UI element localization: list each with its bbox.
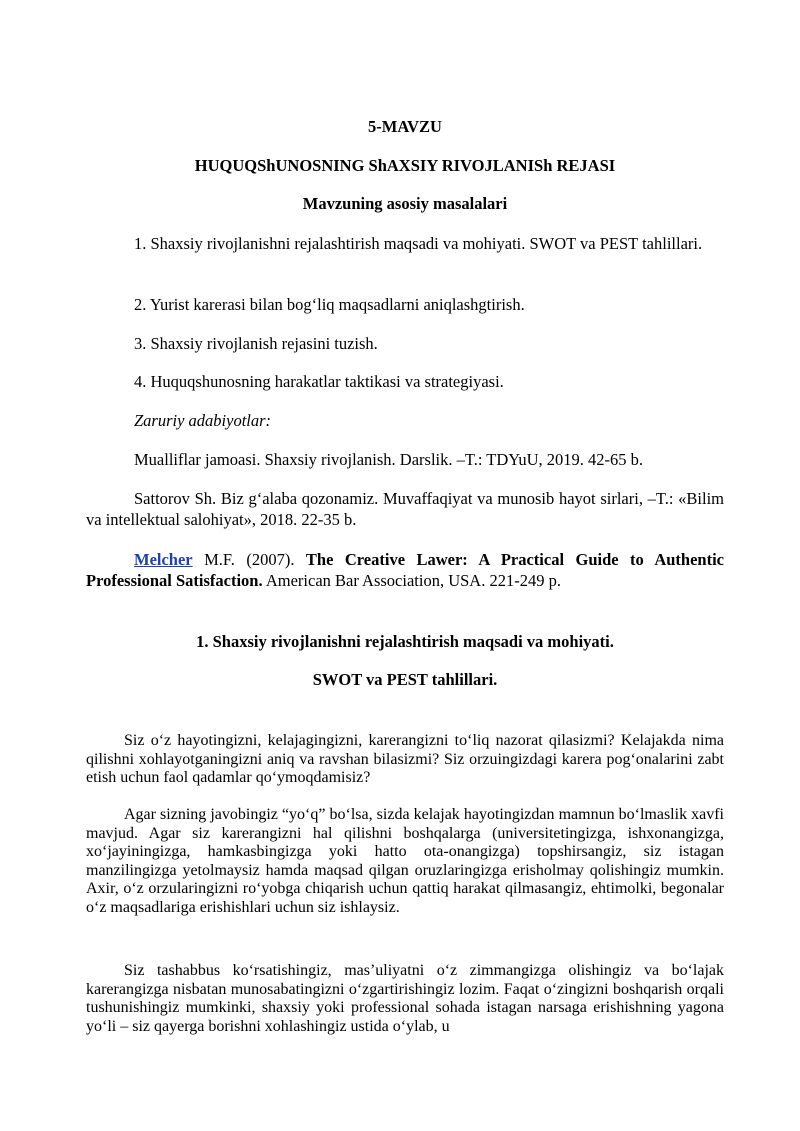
question-item: 2. Yurist karerasi bilan bog‘liq maqsadlarni aniqlashgtirish. — [134, 295, 525, 314]
body-paragraph: Agar sizning javobingiz “yo‘q” bo‘lsa, sizda kelajak hayotingizdan mamnun bo‘lmaslik xavfi mavjud. Agar siz karerangizni hal qilishni boshqalarga (universitetingizga, ishxonangizga, xo‘jayiningizga, hamkasbingizga yoki hatto ota-onangizga) topshirsangiz, siz istagan manzilingizga yetolmaysiz hamda maqsad qilgan oruzlaringizga erisholmay qolishingiz mumkin. Axir, o‘z orzularingizni ro‘yobga chiqarish uchun qattiq harakat qilmasangiz, ehtimolki, begonalar o‘z maqsadlariga erishishlari uchun siz ishlaysiz. — [86, 806, 724, 916]
literature-heading: Zaruriy adabiyotlar: — [134, 411, 272, 430]
melcher-link[interactable]: Melcher — [134, 550, 193, 569]
questions-heading: Mavzuning asosiy masalalari — [302, 194, 508, 213]
melcher-author-rest: M.F. (2007). — [192, 550, 306, 569]
question-item: 4. Huquqshunosning harakatlar taktikasi va strategiyasi. — [134, 372, 504, 391]
melcher-publisher: American Bar Association, USA. 221-249 p. — [262, 571, 561, 590]
melcher-title: The Creative Lawer: A Practical Guide to Authentic Professional Satisfaction. — [86, 550, 724, 590]
literature-item-melcher — [86, 549, 724, 591]
topic-number: 5-MAVZU — [368, 117, 442, 136]
literature-item: Sattorov Sh. Biz g‘alaba qozonamiz. Muvaffaqiyat va munosib hayot sirlari, –T.: «Bilim va intellektual salohiyat», 2018. 22-35 b. — [86, 489, 724, 529]
question-item: 1. Shaxsiy rivojlanishni rejalashtirish maqsadi va mohiyati. SWOT va PEST tahlillari. — [134, 234, 703, 253]
topic-title: HUQUQShUNOSNING ShAXSIY RIVOJLANISh REJASI — [194, 156, 616, 175]
body-paragraph: Siz o‘z hayotingizni, kelajagingizni, karerangizni to‘liq nazorat qilasizmi? Kelajakda nima qilishni xohlayotganingizni aniq va ravshan bilasizmi? Siz orzuingizdagi karera pog‘onalarini zabt etish uchun faol qadamlar qo‘ymoqdamisiz? — [86, 732, 724, 786]
section-heading: 1. Shaxsiy rivojlanishni rejalashtirish maqsadi va mohiyati. — [196, 632, 614, 651]
section-subheading: SWOT va PEST tahlillari. — [312, 670, 498, 689]
body-paragraph: Siz tashabbus ko‘rsatishingiz, mas’uliyatni o‘z zimmangizga olishingiz va bo‘lajak karerangizga nisbatan munosabatingizni o‘zgartirishingiz lozim. Faqat o‘zingizni boshqarish orqali tushunishingiz mumkinki, shaxsiy yoki professional sohada istagan narsaga erishishning yagona yo‘li – siz qayerga borishni xohlashingiz ustida o‘ylab, u — [86, 962, 724, 1035]
question-item: 3. Shaxsiy rivojlanish rejasini tuzish. — [134, 334, 378, 353]
literature-item: Mualliflar jamoasi. Shaxsiy rivojlanish. Darslik. –T.: TDYuU, 2019. 42-65 b. — [134, 450, 644, 469]
